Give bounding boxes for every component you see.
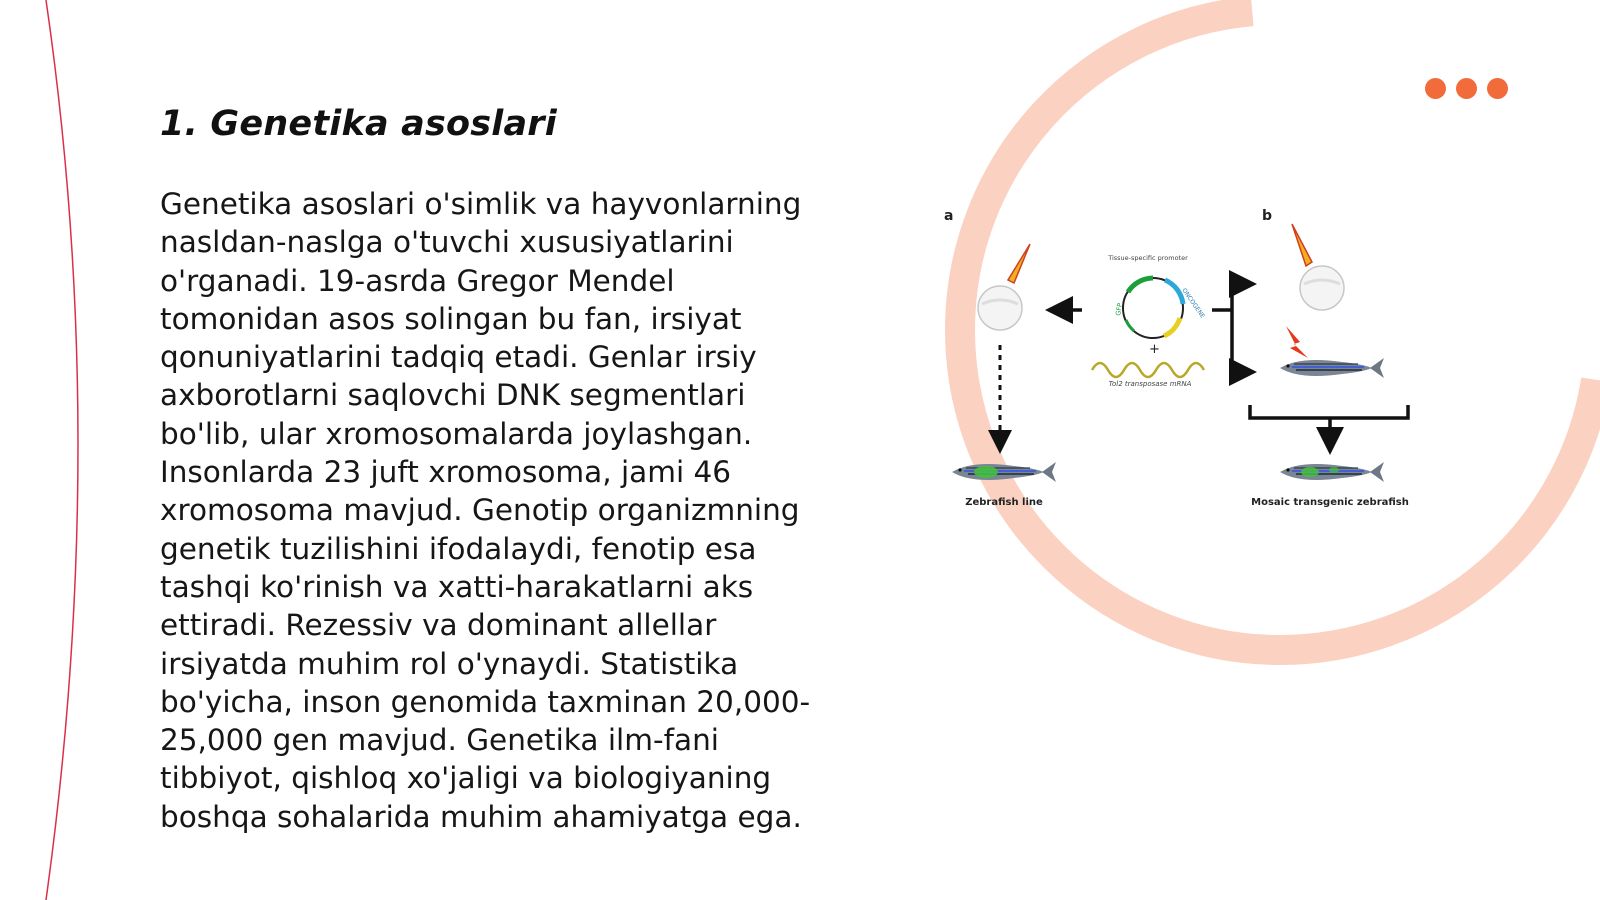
dot xyxy=(1487,78,1508,99)
dot xyxy=(1425,78,1446,99)
embryo-egg-icon xyxy=(978,286,1022,330)
slide-title: 1. Genetika asoslari xyxy=(160,104,557,144)
lightning-icon xyxy=(1286,326,1308,358)
oncogene-label: ONCOGENE xyxy=(1180,287,1207,320)
injection-needle-icon xyxy=(1008,244,1030,283)
red-edge-curve xyxy=(46,0,78,900)
gfp-label: GFP xyxy=(1114,302,1125,317)
injection-needle-icon-b xyxy=(1292,224,1312,266)
panel-b-label: b xyxy=(1262,208,1273,224)
slide-body-text: Genetika asoslari o'simlik va hayvonlarning nasldan-naslga o'tuvchi xususiyatlarini o'rganadi. 19-asrda Gregor Mendel tomonidan asos solingan bu fan, irsiyat qonuniyatlarini tadqiq etadi. Genlar irsiy axborotlarni saqlovchi DNK segmentlari bo'lib, ular xromosomalarda joylashgan. Insonlarda 23 juft xromosoma, jami 46 xromosoma mavjud. Genotip organizmning genetik tuzilishini ifodalaydi, fenotip esa tashqi ko'rinish va xatti-harakatlarni aks ettiradi. Rezessiv va dominant allellar irsiyatda muhim rol o'ynaydi. Statistika bo'yicha, inson genomida taxminan 20,000-25,000 gen mavjud. Genetika ilm-fani tibbiyot, qishloq xo'jaligi va biologiyaning boshqa sohalarida muhim ahamiyatga ega. xyxy=(160,187,811,834)
zebrafish-line-icon xyxy=(952,462,1056,482)
panel-a-label: a xyxy=(944,208,954,224)
caption-mosaic-zebrafish: Mosaic transgenic zebrafish xyxy=(1251,497,1409,508)
menu-dots-icon xyxy=(1425,78,1508,99)
bracket-down xyxy=(1250,405,1408,418)
caption-zebrafish-line: Zebrafish line xyxy=(965,497,1043,508)
promoter-label: Tissue-specific promoter xyxy=(1108,254,1188,262)
plus-sign: + xyxy=(1149,342,1160,357)
dot xyxy=(1456,78,1477,99)
zebrafish-transgenesis-diagram xyxy=(944,200,1450,530)
mrna-label: Tol2 transposase mRNA xyxy=(1108,380,1192,388)
bracket-split xyxy=(1212,284,1232,372)
mrna-wave xyxy=(1092,363,1204,377)
mosaic-zebrafish-icon xyxy=(1280,462,1384,482)
zebrafish-icon-b xyxy=(1280,358,1384,378)
embryo-egg-icon-b xyxy=(1300,266,1344,310)
plasmid-icon xyxy=(1123,278,1183,338)
